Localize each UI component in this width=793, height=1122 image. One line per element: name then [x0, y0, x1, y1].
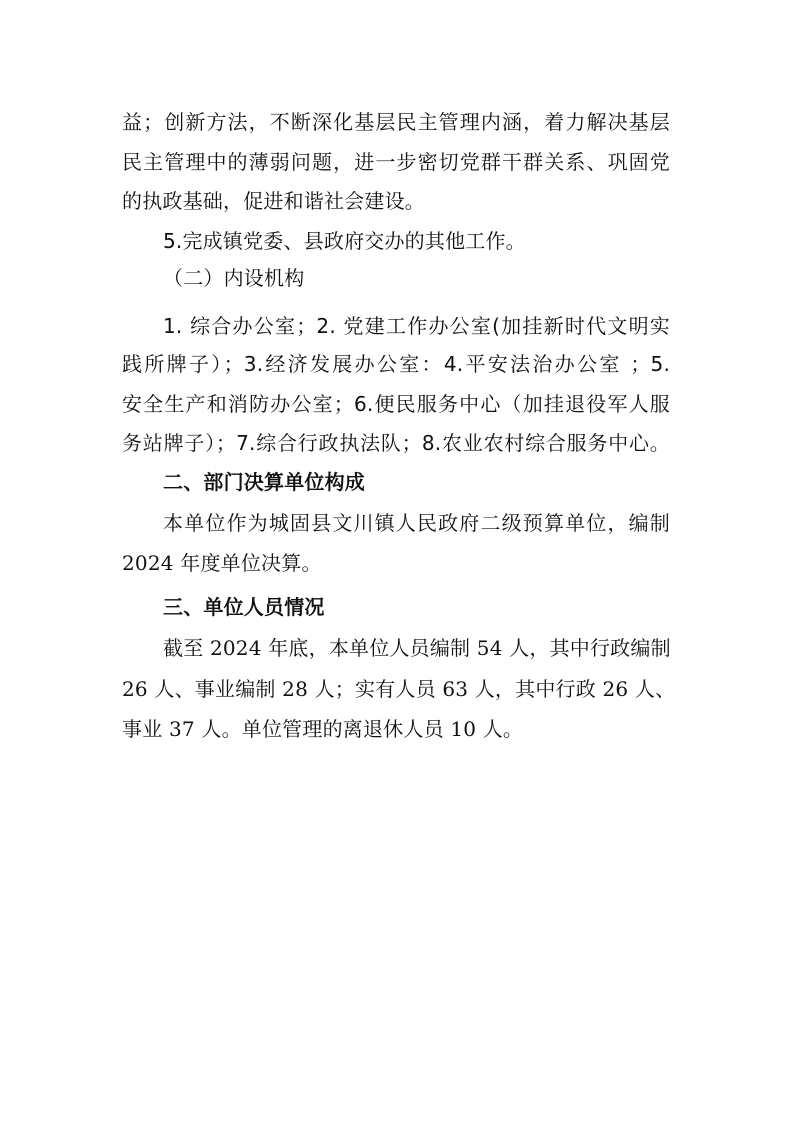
paragraph-line: 务站牌子）；7.综合行政执法队；8.农业农村综合服务中心。	[122, 431, 670, 455]
paragraph-line: 民主管理中的薄弱问题，进一步密切党群干群关系、巩固党	[122, 150, 670, 174]
subsection-heading: （二）内设机构	[163, 266, 305, 290]
paragraph-line: 的执政基础，促进和谐社会建设。	[122, 189, 425, 213]
paragraph-line: 1. 综合办公室；2. 党建工作办公室(加挂新时代文明实	[163, 314, 670, 338]
paragraph-line: 截至 2024 年底，本单位人员编制 54 人，其中行政编制	[163, 636, 671, 660]
section-heading: 二、部门决算单位构成	[163, 470, 365, 494]
paragraph-line: 26 人、事业编制 28 人；实有人员 63 人，其中行政 26 人、	[122, 677, 676, 701]
list-item: 5.完成镇党委、县政府交办的其他工作。	[163, 229, 526, 253]
paragraph-line: 益；创新方法，不断深化基层民主管理内涵，着力解决基层	[122, 110, 670, 134]
paragraph-line: 践所牌子）；3.经济发展办公室：4.平安法治办公室 ；5.	[122, 352, 670, 376]
paragraph-line: 2024 年度单位决算。	[122, 551, 322, 575]
paragraph-line: 本单位作为城固县文川镇人民政府二级预算单位，编制	[163, 511, 670, 535]
paragraph-line: 安全生产和消防办公室；6.便民服务中心（加挂退役军人服	[122, 392, 670, 416]
section-heading: 三、单位人员情况	[163, 595, 325, 619]
paragraph-line: 事业 37 人。单位管理的离退休人员 10 人。	[122, 717, 524, 741]
